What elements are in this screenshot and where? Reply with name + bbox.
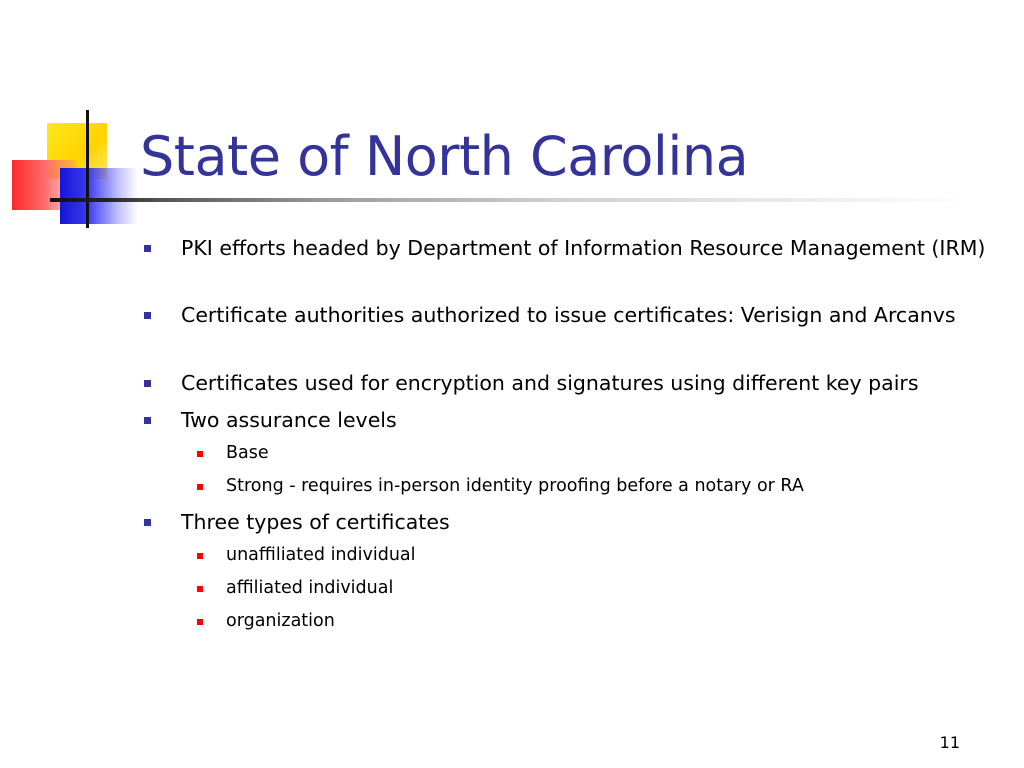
square-bullet-icon — [144, 380, 151, 387]
sub-bullet-item — [226, 437, 986, 470]
sub-bullet-item — [226, 539, 986, 572]
bullet-text: Three types of certificates — [181, 510, 450, 534]
square-bullet-icon — [197, 553, 203, 559]
page-number: 11 — [939, 733, 960, 752]
sub-bullet-text: Strong - requires in-person identity proofing before a notary or RA — [226, 476, 804, 496]
sub-bullet-item — [226, 605, 986, 638]
bullet-text: Two assurance levels — [181, 408, 397, 432]
square-bullet-icon — [144, 312, 151, 319]
bullet-item — [181, 404, 1001, 436]
bullet-text: Certificate authorities authorized to issue certificates: Verisign and Arcanvs — [181, 303, 956, 327]
bullet-item — [181, 367, 1001, 399]
bullet-item — [181, 299, 1001, 331]
sub-bullet-item — [226, 470, 986, 503]
sub-bullet-text: Base — [226, 443, 269, 463]
bullet-item — [181, 232, 1001, 264]
bullet-text: Certificates used for encryption and signatures using different key pairs — [181, 371, 919, 395]
slide-title: State of North Carolina — [140, 125, 749, 188]
square-bullet-icon — [197, 586, 203, 592]
square-bullet-icon — [144, 417, 151, 424]
square-bullet-icon — [197, 451, 203, 457]
square-bullet-icon — [197, 619, 203, 625]
bullet-item — [181, 506, 1001, 538]
square-bullet-icon — [144, 245, 151, 252]
square-bullet-icon — [197, 484, 203, 490]
sub-bullet-text: organization — [226, 611, 335, 631]
bullet-text: PKI efforts headed by Department of Information Resource Management (IRM) — [181, 236, 986, 260]
square-bullet-icon — [144, 519, 151, 526]
sub-bullet-item — [226, 572, 986, 605]
sub-bullet-text: unaffiliated individual — [226, 545, 416, 565]
sub-bullet-text: affiliated individual — [226, 578, 394, 598]
